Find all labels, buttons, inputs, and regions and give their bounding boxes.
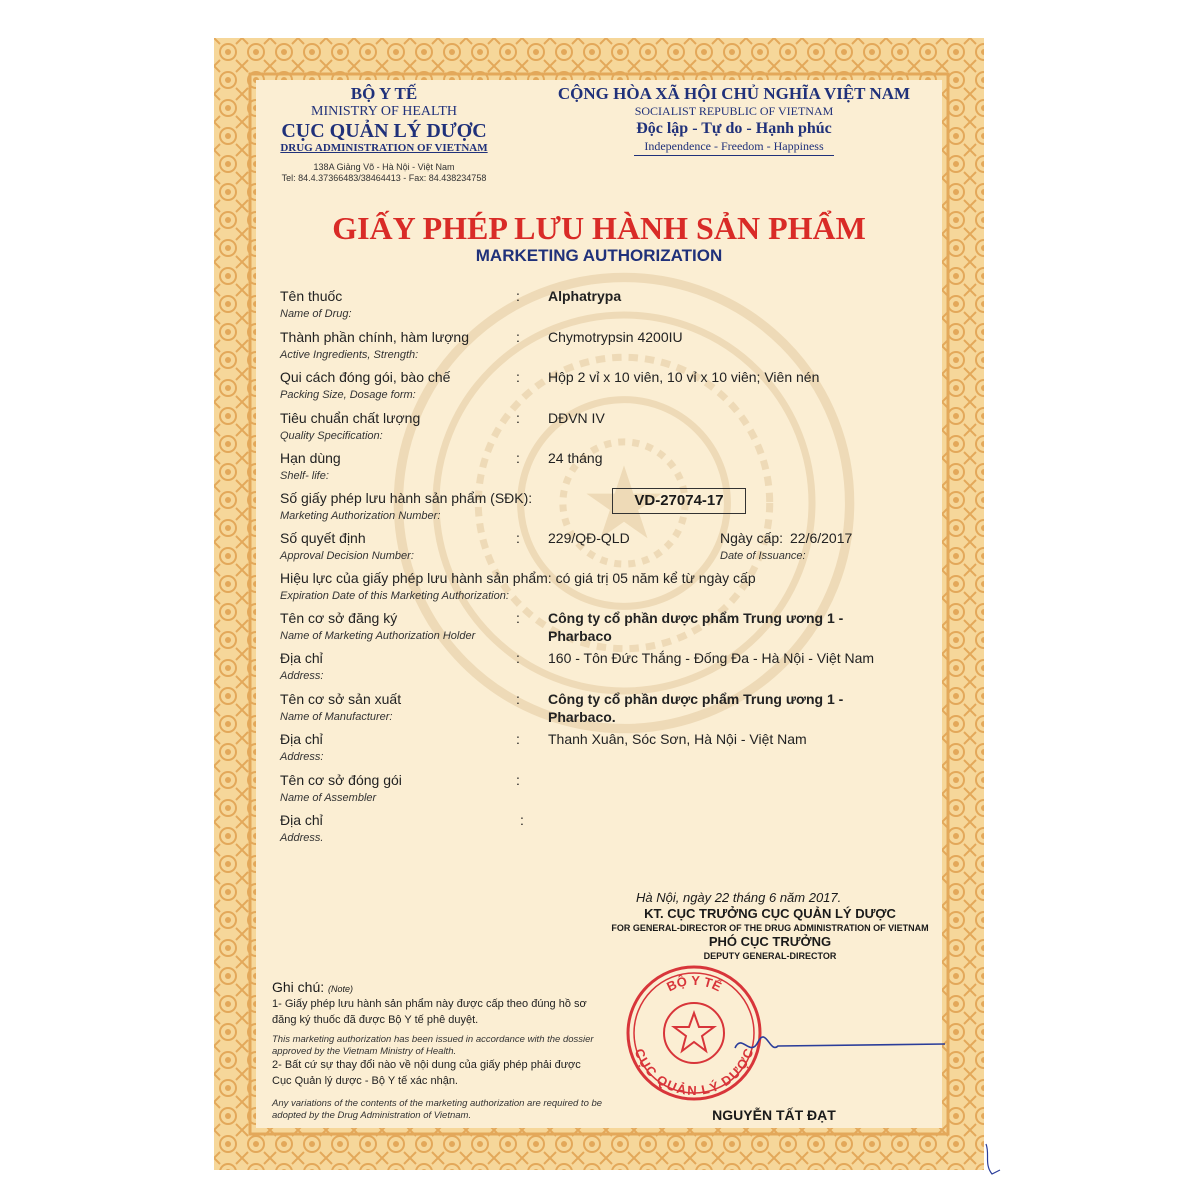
ministry-en: MINISTRY OF HEALTH (311, 104, 457, 119)
manufacturer-address-label-vn: Địa chỉ (280, 731, 323, 747)
field-label-en: Shelf- life: (280, 470, 329, 482)
field-label-en: Name of Drug: (280, 308, 352, 320)
field-colon: : (516, 610, 520, 626)
signer-role-en: DEPUTY GENERAL-DIRECTOR (703, 951, 837, 961)
note-1-en-line2: approved by the Vietnam Ministry of Health. (272, 1046, 457, 1057)
expiration-label-vn: Hiệu lực của giấy phép lưu hành sản phẩm: có giá trị 05 năm kể từ ngày cấp (280, 570, 756, 586)
manufacturer-label-vn: Tên cơ sở sản xuất (280, 691, 402, 707)
note-2-line2: Cục Quản lý dược - Bộ Y tế xác nhận. (272, 1075, 458, 1087)
field-colon: : (516, 691, 520, 707)
field-label-vn: Hạn dùng (280, 450, 341, 466)
field-colon: : (516, 450, 520, 466)
note-2-en-line2: adopted by the Drug Administration of Vietnam. (272, 1110, 472, 1121)
manufacturer-label-en: Name of Manufacturer: (280, 711, 393, 723)
notes-heading (272, 979, 353, 995)
holder-label-vn: Tên cơ sở đăng ký (280, 610, 398, 626)
handwritten-signature (730, 1028, 950, 1068)
field-colon: : (520, 812, 524, 828)
drug-name-value: Alphatrypa (548, 288, 622, 304)
quality-spec-value: DĐVN IV (548, 410, 605, 426)
field-label-vn: Tiêu chuẩn chất lượng (280, 410, 421, 426)
decision-label-en: Approval Decision Number: (280, 550, 414, 562)
holder-address-label-en: Address: (280, 670, 324, 682)
shelf-life-value: 24 tháng (548, 450, 603, 466)
signer-name: NGUYỄN TẤT ĐẠT (712, 1107, 836, 1123)
republic-en: SOCIALIST REPUBLIC OF VIETNAM (634, 104, 834, 118)
field-colon: : (516, 288, 520, 304)
decision-number-value: 229/QĐ-QLD (548, 530, 630, 546)
field-colon: : (516, 650, 520, 666)
field-colon: : (516, 410, 520, 426)
note-1-line2: đăng ký thuốc đã được Bộ Y tế phê duyệt. (272, 1014, 479, 1026)
margin-pen-mark (982, 1140, 1006, 1180)
document-title-en: MARKETING AUTHORIZATION (475, 246, 723, 265)
sdk-number-box: VD-27074-17 (612, 488, 746, 514)
holder-address-label-vn: Địa chỉ (280, 650, 323, 666)
field-label-en: Packing Size, Dosage form: (280, 389, 416, 401)
notes-heading-vn: Ghi chú: (272, 979, 325, 995)
motto-vn: Độc lập - Tự do - Hạnh phúc (636, 120, 832, 137)
assembler-address-label-en: Address. (280, 832, 324, 844)
issue-date-label-vn: Ngày cấp: (720, 530, 784, 546)
field-colon: : (516, 731, 520, 747)
assembler-label-en: Name of Assembler (280, 792, 377, 804)
manufacturer-address-value: Thanh Xuân, Sóc Sơn, Hà Nội - Việt Nam (548, 731, 807, 747)
dept-vn: CỤC QUẢN LÝ DƯỢC (281, 120, 487, 142)
dept-en: DRUG ADMINISTRATION OF VIETNAM (280, 142, 488, 154)
field-label-vn: Tên thuốc (280, 288, 343, 304)
issue-date-label-en: Date of Issuance: (720, 550, 806, 562)
active-ingredient-value: Chymotrypsin 4200IU (548, 329, 683, 345)
field-label-en: Active Ingredients, Strength: (280, 349, 419, 361)
motto-underline (634, 155, 834, 156)
signer-title-en: FOR GENERAL-DIRECTOR OF THE DRUG ADMINISTRATION OF VIETNAM (611, 923, 929, 933)
sdk-label-en: Marketing Authorization Number: (280, 510, 441, 522)
dept-address: 138A Giảng Võ - Hà Nội - Việt Nam (313, 162, 455, 172)
decision-label-vn: Số quyết định (280, 530, 366, 546)
assembler-address-label-vn: Địa chỉ (280, 812, 323, 828)
stamp-text-top: BỘ Y TẾ (664, 972, 724, 995)
sdk-label-vn: Số giấy phép lưu hành sản phẩm (SĐK): (280, 490, 533, 506)
stamp-text-bottom: CỤC QUẢN LÝ DƯỢC (631, 1046, 757, 1099)
manufacturer-value-line1: Công ty cổ phần dược phẩm Trung ương 1 - (548, 691, 844, 707)
issue-date-value: 22/6/2017 (790, 530, 853, 546)
note-1-line1: 1- Giấy phép lưu hành sản phẩm này được cấp theo đúng hồ sơ (272, 998, 587, 1010)
field-label-vn: Qui cách đóng gói, bào chế (280, 369, 451, 385)
republic-vn: CỘNG HÒA XÃ HỘI CHỦ NGHĨA VIỆT NAM (557, 84, 911, 103)
field-label-vn: Thành phần chính, hàm lượng (280, 329, 470, 345)
signer-title-vn: KT. CỤC TRƯỞNG CỤC QUẢN LÝ DƯỢC (644, 906, 896, 921)
manufacturer-address-label-en: Address: (280, 751, 324, 763)
field-colon: : (516, 329, 520, 345)
dept-contact: Tel: 84.4.37366483/38464413 - Fax: 84.438234758 (281, 173, 487, 183)
note-2-line1: 2- Bất cứ sự thay đổi nào về nội dung của giấy phép phải được (272, 1059, 581, 1071)
field-colon: : (516, 530, 520, 546)
signer-role-vn: PHÓ CỤC TRƯỞNG (708, 934, 832, 949)
document-title-vn: GIẤY PHÉP LƯU HÀNH SẢN PHẨM (332, 210, 866, 246)
manufacturer-value-line2: Pharbaco. (548, 709, 616, 725)
assembler-label-vn: Tên cơ sở đóng gói (280, 772, 402, 788)
expiration-label-en: Expiration Date of this Marketing Authorization: (280, 590, 509, 602)
field-colon: : (516, 369, 520, 385)
place-date: Hà Nội, ngày 22 tháng 6 năm 2017. (636, 890, 842, 905)
holder-value-line2: Pharbaco (548, 628, 612, 644)
field-label-en: Quality Specification: (280, 430, 383, 442)
motto-en: Independence - Freedom - Happiness (644, 139, 824, 153)
certificate-sheet (214, 38, 984, 1170)
note-2-en-line1: Any variations of the contents of the marketing authorization are required to be (272, 1098, 603, 1109)
holder-value-line1: Công ty cổ phần dược phẩm Trung ương 1 - (548, 610, 844, 626)
field-colon: : (516, 772, 520, 788)
ministry-vn: BỘ Y TẾ (350, 84, 418, 103)
packing-value: Hộp 2 vỉ x 10 viên, 10 vỉ x 10 viên; Viên nén (548, 369, 820, 385)
note-1-en-line1: This marketing authorization has been issued in accordance with the dossier (272, 1034, 594, 1045)
notes-heading-en: (Note) (328, 984, 354, 994)
holder-label-en: Name of Marketing Authorization Holder (280, 630, 476, 642)
holder-address-value: 160 - Tôn Đức Thắng - Đống Đa - Hà Nội - Việt Nam (548, 650, 875, 666)
